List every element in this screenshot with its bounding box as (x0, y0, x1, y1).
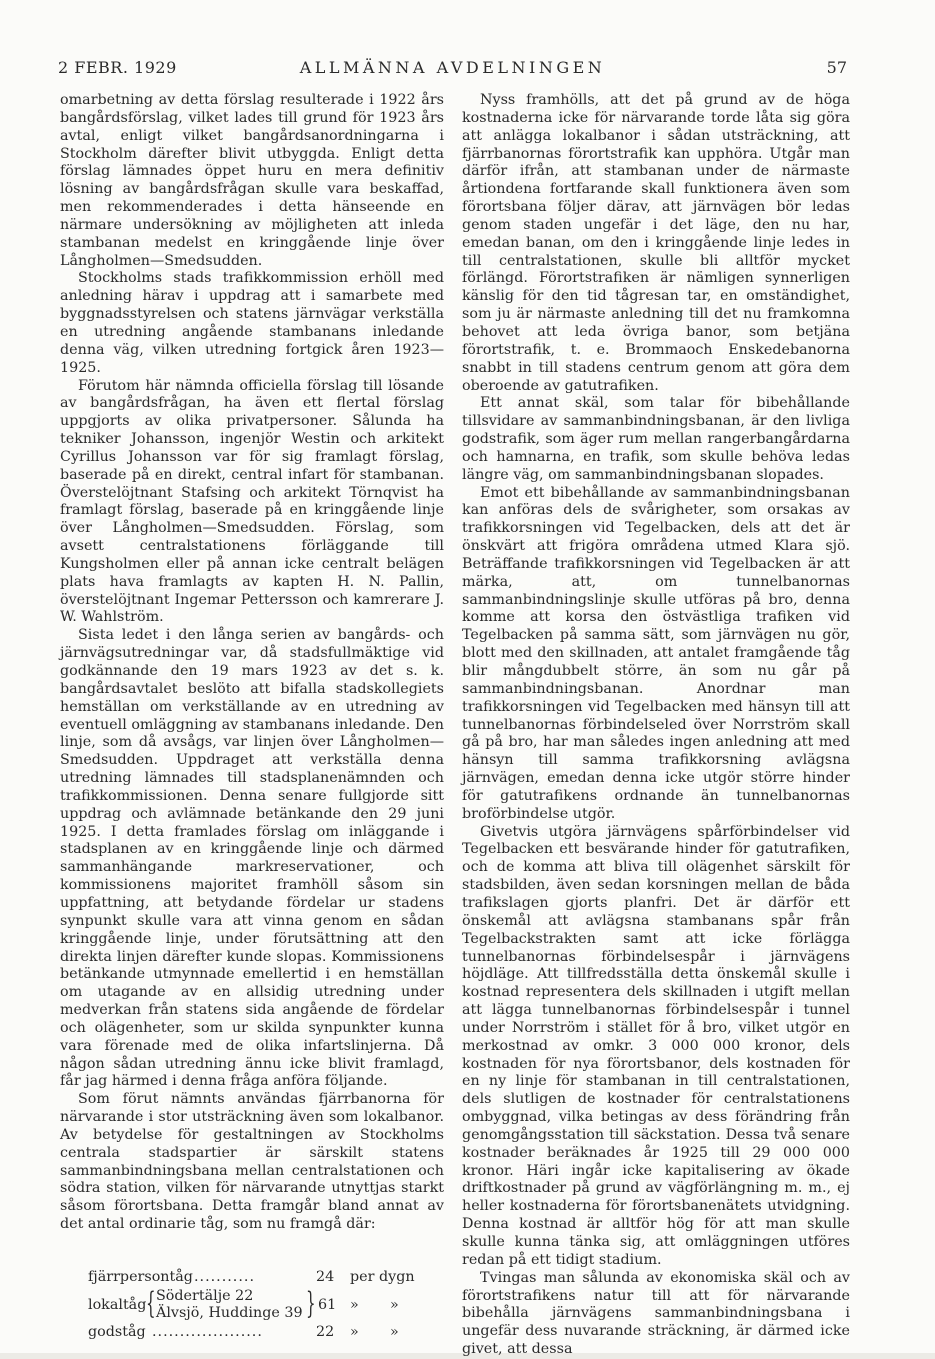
section-title: ALLMÄNNA AVDELNINGEN (299, 58, 606, 77)
paragraph: Sista ledet i den långa serien av bangårds- och järnvägsutredningar var, då stadsfullmäktige vid godkännande den 19 mars 1923 av det s. k. bangårdsavtalet beslöto att bifalla stadskollegiets hemställan om verkställande av en utredning av eventuell omläggning av stambanans inledande. Den linje, som då avsågs, var linjen över Långholmen—Smedsudden. Uppdraget att verkställa denna utredning lämnades till stadsplanenämnden och trafikkommissionen. Denna senare fullgjorde sitt uppdrag och avlämnade betänkande den 29 juni 1925. I detta framlades förslag om inläggande i stadsplanen av en kringgående linje och därmed sammanhängande markreservationer, och kommissionens majoritet framhöll såsom sin uppfattning, att betydande fördelar ur stadens synpunkt skulle vara att vinna genom en sådan kringgående linje, under förutsättning att den direkta linjen därefter kunde slopas. Kommissionens betänkande utmynnade emellertid i en hemställan om utagande av en allsidig utredning under medverkan från statens sida angående de fördelar och olägenheter, som ur skilda synpunkter kunna vara förenade med de olika infartslinjerna. Då någon sådan utredning ännu icke blivit framlagd, får jag härmed i denna fråga anföra följande. (60, 627, 444, 1090)
train-label: fjärrpersontåg (88, 1269, 193, 1285)
paragraph: Stockholms stads trafikkommission erhöll med anledning härav i uppdrag att i samarbete med byggnadsstyrelsen och statens järnvägar verkställa en utredning angående stambanans inledande denna väg, vilken utredning fortgick åren 1923—1925. (60, 270, 444, 376)
train-value: 61 (318, 1297, 337, 1313)
train-label: godståg (88, 1324, 146, 1340)
ditto-mark: » (350, 1324, 359, 1340)
train-row-gods (60, 1323, 444, 1342)
train-label: lokaltåg (88, 1297, 147, 1313)
brace-left: { (146, 1286, 156, 1321)
train-row-lokal (60, 1287, 444, 1323)
train-sub-label: Södertälje 22 (156, 1288, 254, 1304)
train-sub-label: Älvsjö, Huddinge 39 (156, 1305, 303, 1321)
brace-right: } (306, 1286, 316, 1321)
paragraph: Tvingas man sålunda av ekonomiska skäl och av förortstrafikens natur till att för närvarande bibehålla järnvägens sammanbindningsbana i ungefär dess nuvarande sträckning, är därmed icke givet, att dessa (462, 1269, 850, 1358)
paragraph: omarbetning av detta förslag resulterade i 1922 års bangårdsförslag, vilket lades till grund för 1923 års avtal, enligt vilket bangårdsanordningarna i Stockholm därefter blivit utbyggda. Enligt detta förslag lämnades öppet huru en mera definitiv lösning av bangårdsfrågan skulle vara beskaffad, men rekommenderades i detta hänseende en närmare undersökning av möjligheten att inleda stambanan medelst en kringgående linje över Långholmen—Smedsudden. (60, 92, 444, 269)
train-value: 24 (316, 1269, 335, 1285)
paragraph: Ett annat skäl, som talar för bibehållande tillsvidare av sammanbindningsbanan, är den livliga godstrafik, som äger rum mellan rangerbangårdarna och hamnarna, en trafik, som skulle behöva ledas längre väg, om sammanbindningsbanan slopades. (462, 395, 850, 483)
train-value: 22 (316, 1324, 335, 1340)
train-row-fjarr (60, 1268, 444, 1287)
left-column (60, 92, 444, 1342)
ditto-mark: » (390, 1297, 399, 1313)
issue-date: 2 FEBR. 1929 (58, 58, 177, 77)
ditto-mark: » (390, 1324, 399, 1340)
leader-dots: ........... (194, 1269, 255, 1285)
train-count-table (60, 1268, 444, 1342)
train-unit: per dygn (350, 1269, 415, 1285)
paragraph: Givetvis utgöra järnvägens spårförbindelser vid Tegelbacken ett besvärande hinder för gatutrafiken, och de komma att bliva till olägenhet särskilt för stadsbilden, även sedan korsningen mellan de båda trafikslagen gjorts planfri. Det är därför ett önskemål att avlägsna stambanans spår från Tegelbackstrakten samt att icke förlägga tunnelbanornas förbindelsespår i järnvägens höjdläge. Att tillfredsställa detta önskemål skulle i kostnad representera dels skillnaden i utgift mellan att lägga tunnelbanornas förbindelsespår i tunnel under Norrström i stället för å bro, vilket utgör en merkostnad av omkr. 3 000 000 kronor, dels kostnaden för nya förortsbanor, dels kostnaden för en ny linje för stambanan in till centralstationen, dels slutligen de kostnader för centralstationens ombyggnad, vilka betingas av dess förändring från genomgångsstation till säckstation. Dessa två senare kostnader beräknades år 1925 till 29 000 000 kronor. Häri ingår icke kapitalisering av ökade driftkostnader på grund av vägförlängning m. m., ej heller kostnaderna för förortsbanenätets utvidgning. Denna kostnad är alltför hög för att man skulle skulle kunna tänka sig, att omläggningen utföres redan på ett tidigt stadium. (462, 823, 850, 1268)
paragraph: Förutom här nämnda officiella förslag till lösande av bangårdsfrågan, ha även ett flertal förslag uppgjorts av olika privatpersoner. Sålunda ha tekniker Johansson, ingenjör Westin och arkitekt Cyrillus Johansson var för sig framlagt förslag, baserade på en direkt, central infart för stambanan. Överstelöjtnant Stafsing och arkitekt Törnqvist ha framlagt förslag, baserade på en kringgående linje över Långholmen—Smedsudden. Förslag, som avsett centralstationens förläggande till Kungsholmen eller på annan icke centralt belägen plats hava framlagts av kapten H. N. Pallin, överstelöjtnant Ingemar Pettersson och kamrerare J. W. Wahlström. (60, 377, 444, 626)
paragraph: Som förut nämnts användas fjärrbanorna för närvarande i stor utsträckning även som lokalbanor. Av betydelse för gestaltningen av Stockholms centrala stadspartier är särskilt statens sammanbindningsbana mellan centralstationen och södra station, vilken för närvarande utnyttjas starkt såsom förortsbana. Detta framgår bland annat av det antal ordinarie tåg, som nu framgå där: (60, 1091, 444, 1233)
right-column (462, 92, 850, 1359)
paragraph: Emot ett bibehållande av sammanbindningsbanan kan anföras dels de svårigheter, som orsakas av trafikkorsningen vid Tegelbacken, dels att det är önskvärt att frigöra områdena utmed Klara sjö. Beträffande trafikkorsningen vid Tegelbacken är att märka, att, om tunnelbanornas sammanbindningslinje skulle utföras på bro, denna komme att korsa den östvästliga trafiken vid Tegelbacken på samma sätt, som järnvägen nu gör, blott med den skillnaden, att antalet framgående tåg blir mångdubbelt större, än som nu går på sammanbindningsbanan. Anordnar man trafikkorsningen vid Tegelbacken med hänsyn till att tunnelbanornas förbindelseled över Norrström skall gå på bro, har man således ingen anledning att med hänsyn till samma trafikkorsning avlägsna järnvägen, emedan denna icke utgör större hinder för gatutrafikens ordnande än tunnelbanornas broförbindelse utgör. (462, 484, 850, 822)
leader-dots: .................... (152, 1324, 263, 1340)
page-number: 57 (826, 58, 847, 77)
paragraph: Nyss framhölls, att det på grund av de höga kostnaderna icke för närvarande torde låta sig göra att anlägga lokalbanor i sådan utsträckning, att fjärrbanornas förortstrafik kan upphöra. Utgår man därför ifrån, att stambanan under de närmaste årtiondena fortfarande skall funktionera även som förortsbana följer därav, att järnvägen bör ledas genom staden ungefär i det läge, den nu har, emedan banan, om den i kringgående linje ledes in till centralstationen, skulle bli alltför mycket förlängd. Förortstrafiken är nämligen synnerligen känslig för den tid tågresan tar, en omständighet, som ju är närmaste anledning till det nu framkomna behovet att leda övriga banor, som betjäna förortstrafik, t. e. Brommaoch Enskedebanorna snabbt in till stadens centrum genom att göra dem oberoende av gatutrafiken. (462, 92, 850, 394)
ditto-mark: » (350, 1297, 359, 1313)
page-header (58, 58, 847, 80)
